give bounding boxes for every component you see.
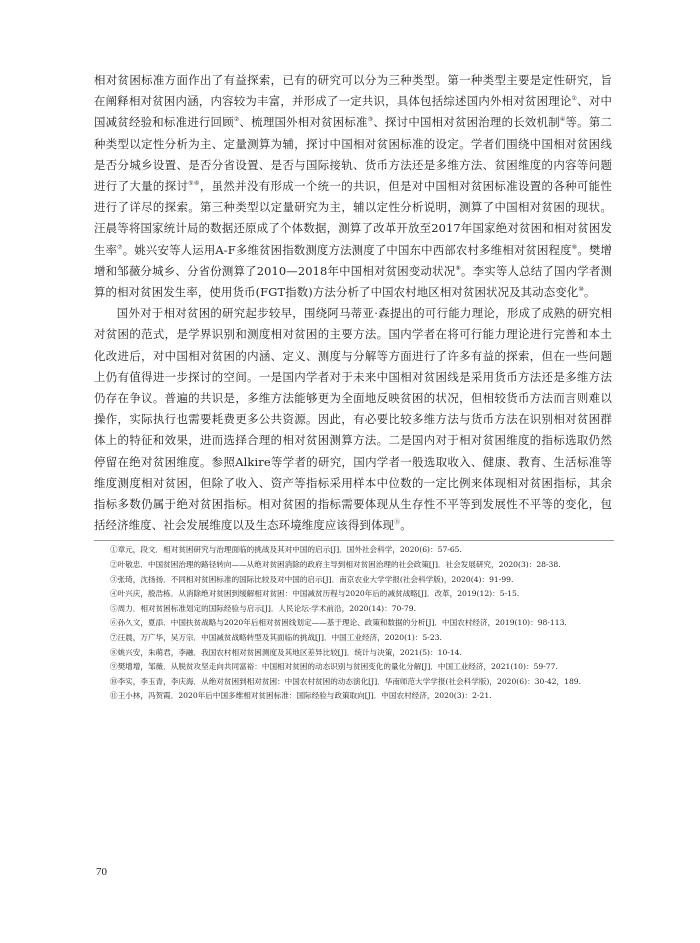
text-run: 相对贫困标准方面作出了有益探索，已有的研究可以分为三种类型。第一种类型主要是定性研究，旨在阐释相对贫困内涵，内容较为丰富，并形成了一定共识，具体包括综述国内外相对贫困理论 [94,73,612,109]
text-run: 、对中国减贫经验和标准进行回顾 [94,94,613,130]
text-run: 、梳理国外相对贫困标准 [239,115,368,130]
footnote-ref[interactable]: ⑨ [455,264,461,272]
text-run: 、探讨中国相对贫困治理的长效机制 [373,115,560,130]
footnote-ref[interactable]: ③ [367,116,374,124]
footnote-6: ⑥孙久文，夏添．中国扶贫战略与2020年后相对贫困线划定——基于理论、政策和数据的分析[J]．中国农村经济，2019(10)：98-113. [110,618,567,628]
footnote-ref[interactable]: ⑩ [578,286,584,294]
footnotes [94,543,612,704]
footnote-3: ③张琦，沈扬扬．不同相对贫困标准的国际比较及对中国的启示[J]．南京农业大学学报(社会科学版)，2020(4)：91-99. [110,574,514,584]
footnote-ref[interactable]: ① [571,95,578,103]
text-run: 国外对于相对贫困的研究起步较早，围绕阿马蒂亚·森提出的可行能力理论，形成了成熟的研究相对贫困的范式，是学界识别和测度相对贫困的主要方法。国内学者在将可行能力理论进行完善和本土化改进后，对中国相对贫困的内涵、定义、测度与分解等方面进行了许多有益的探索，但在一些问题上仍有值得进一步探讨的空间。一是国内学者对于未来中国相对贫困线是采用货币方法还是多维方法仍存在争议。普遍的共识是，多维方法能够更为全面地反映贫困的状况，但相较货币方法而言则难以操作，实际执行也需要耗费更多公共资源。因此，有必要比较多维方法与货币方法在识别相对贫困群体上的特征和效果，进而选择合理的相对贫困测算方法。二是国内对于相对贫困维度的指标选取仍然停留在绝对贫困维度。参照Alkire等学者的研究，国内学者一般选取收入、健康、教育、生活标准等维度测度相对贫困，但除了收入、资产等指标采用样本中位数的一定比例来体现相对贫困指标，其余指标多数仍属于绝对贫困指标。相对贫困的指标需要体现从生存性不平等到发展性不平等的变化，包括经济维度、社会发展维度以及生态环境维度应该得到体现 [94,306,612,533]
footnote-4: ④叶兴庆，殷浩栋．从消除绝对贫困到缓解相对贫困：中国减贫历程与2020年后的减贫战略[J]．改革，2019(12)：5-15. [110,589,520,599]
text-run: 。姚兴安等人运用A-F多维贫困指数测度方法测度了中国东中西部农村多维相对贫困程度 [122,242,572,257]
text-run: 。樊增增和邹薇分城乡、分省份测算了2010—2018年中国相对贫困变动状况 [94,242,613,278]
footnote-ref[interactable]: ⑧ [571,243,578,251]
page-number: 70 [96,866,107,878]
article-page [94,70,612,704]
footnote-2: ②叶敬忠．中国贫困治理的路径转向——从绝对贫困消除的政府主导到相对贫困治理的社会政策[J]．社会发展研究，2020(3)：28-38. [110,560,561,570]
footnote-ref[interactable]: ⑤⑥ [188,180,200,188]
text-run: 。 [400,518,412,533]
footnote-ref[interactable]: ⑪ [394,519,401,527]
footnote-ref[interactable]: ② [233,116,240,124]
footnote-7: ⑦汪晨，万广华，吴万宗．中国减贫战略转型及其面临的挑战[J]．中国工业经济，2020(1)：5-23. [110,633,442,643]
body-paragraph-1 [94,70,612,303]
footnote-9: ⑨樊增增，邹薇．从脱贫攻坚走向共同富裕：中国相对贫困的动态识别与贫困变化的量化分解[J]．中国工业经济，2021(10)：59-77. [110,662,558,672]
text-run: 等。第二种类型以定性分析为主、定量测算为辅，探讨中国相对贫困标准的设定。学者们围绕中国相对贫困线是否分城乡设置、是否分省设置、是否与国际接轨、货币方法还是多维方法、贫困维度的内容等问题进行了大量的探讨 [94,115,613,194]
text-run: ，虽然并没有形成一个统一的共识，但是对中国相对贫困标准设置的各种可能性进行了详尽的探索。第三种类型以定量研究为主，辅以定性分析说明，测算了中国相对贫困的现状。汪晨等将国家统计局的数据还原成了个体数据，测算了改革开放至2017年国家绝对贫困和相对贫困发生率 [94,179,612,257]
text-run: 。李实等人总结了国内学者测算的相对贫困发生率，使用货币(FGT指数)方法分析了中国农村地区相对贫困状况及其动态变化 [94,263,613,300]
text-run: 。 [583,285,596,300]
footnote-ref[interactable]: ⑦ [117,243,123,251]
body-paragraph-2 [94,303,612,536]
footnote-1: ①章元，段文．相对贫困研究与治理面临的挑战及其对中国的启示[J]．国外社会科学，2020(6)：57-65. [110,545,462,555]
footnote-ref[interactable]: ④ [559,116,566,124]
footnote-8: ⑧姚兴安，朱萌君，李融．我国农村相对贫困测度及其地区差异比较[J]．统计与决策，2021(5)：10-14. [110,647,462,657]
footnote-11: ⑪王小林，冯贺霞．2020年后中国多维相对贫困标准：国际经验与政策取向[J]．中国农村经济，2020(3)：2-21. [110,691,492,701]
footnote-divider [94,540,614,541]
footnote-10: ⑩李实，李玉青，李庆海．从绝对贫困到相对贫困：中国农村贫困的动态演化[J]．华南师范大学学报(社会科学版)，2020(6)：30-42，189. [110,676,582,686]
footnote-5: ⑤周力．相对贫困标准划定的国际经验与启示[J]．人民论坛·学术前沿，2020(14)：70-79. [110,603,417,613]
